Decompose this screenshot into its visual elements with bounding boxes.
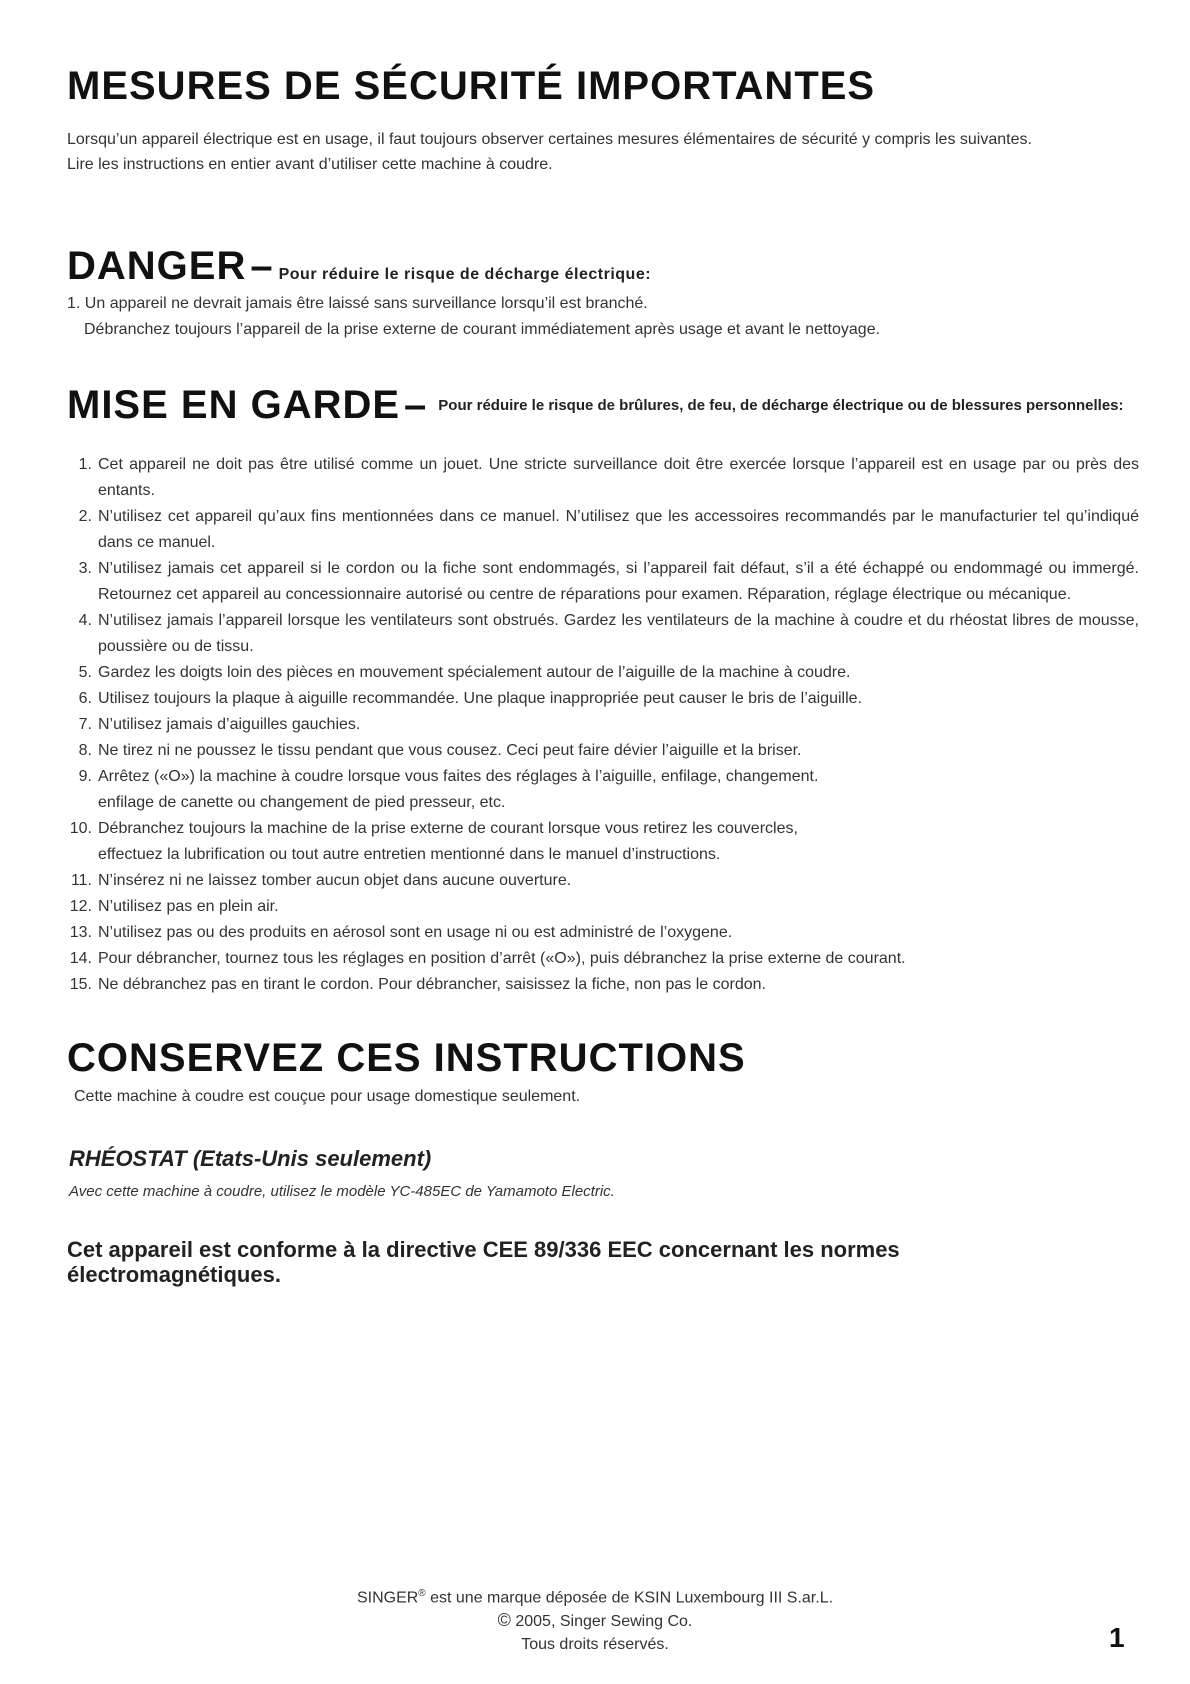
danger-heading xyxy=(67,244,651,289)
warning-subtitle: Pour réduire le risque de brûlures, de feu, de décharge électrique ou de blessures personnelles: xyxy=(438,397,1124,414)
list-item-line: Utilisez toujours la plaque à aiguille recommandée. Une plaque inappropriée peut causer le bris de l’aiguille. xyxy=(98,690,863,707)
list-item xyxy=(67,816,1139,868)
list-item xyxy=(67,972,1139,998)
warning-dash: – xyxy=(404,383,427,427)
list-item-number: 10. xyxy=(69,820,92,837)
danger-line: 1. Un appareil ne devrait jamais être laissé sans surveillance lorsqu’il est branché. xyxy=(67,295,648,312)
list-item-line: N’utilisez jamais d’aiguilles gauchies. xyxy=(98,716,361,733)
list-item-text xyxy=(98,660,1139,686)
list-item-number: 14. xyxy=(69,950,92,967)
list-item-text xyxy=(98,556,1139,608)
list-item-text xyxy=(98,946,1139,972)
list-item-number: 1. xyxy=(78,456,92,473)
list-item-number: 15. xyxy=(69,976,92,993)
list-item-text xyxy=(98,686,1139,712)
intro-paragraph: Lorsqu’un appareil électrique est en usage, il faut toujours observer certaines mesures élémentaires de sécurité y compris les suivantes. xyxy=(67,131,1032,148)
list-item xyxy=(67,894,1139,920)
list-item xyxy=(67,686,1139,712)
list-item-text xyxy=(98,920,1139,946)
list-item-text xyxy=(98,816,1139,868)
page-title: MESURES DE SÉCURITÉ IMPORTANTES xyxy=(67,64,876,108)
domestic-use-note: Cette machine à coudre est couçue pour usage domestique seulement. xyxy=(74,1088,581,1105)
brand-name: SINGER xyxy=(356,1589,419,1607)
danger-dash: – xyxy=(250,244,273,288)
rheostat-text: Avec cette machine à coudre, utilisez le modèle YC-485EC de Yamamoto Electric. xyxy=(69,1183,615,1200)
list-item xyxy=(67,738,1139,764)
list-item-number: 4. xyxy=(78,612,92,629)
list-item-number: 13. xyxy=(69,924,92,941)
list-item-text xyxy=(98,972,1139,998)
list-item-number: 8. xyxy=(78,742,92,759)
list-item xyxy=(67,946,1139,972)
list-item-number: 12. xyxy=(69,898,92,915)
list-item xyxy=(67,504,1139,556)
keep-instructions-title: CONSERVEZ CES INSTRUCTIONS xyxy=(67,1036,746,1080)
list-item-number: 2. xyxy=(78,508,92,525)
rheostat-title: RHÉOSTAT (Etats-Unis seulement) xyxy=(69,1146,432,1171)
list-item-number: 5. xyxy=(78,664,92,681)
list-item-number: 6. xyxy=(78,690,92,707)
list-item-text xyxy=(98,868,1139,894)
warning-heading xyxy=(67,383,1138,428)
conformity-statement: Cet appareil est conforme à la directive CEE 89/336 EEC concernant les normes électromagnétiques. xyxy=(67,1237,900,1287)
list-item-line: N’insérez ni ne laissez tomber aucun objet dans aucune ouverture. xyxy=(98,872,572,889)
trademark-text: est une marque déposée de KSIN Luxembourg III S.ar.L. xyxy=(425,1589,834,1607)
list-item-line: Ne débranchez pas en tirant le cordon. Pour débrancher, saisissez la fiche, non pas le cordon. xyxy=(98,976,766,993)
registered-mark: ® xyxy=(418,1588,426,1599)
list-item-text xyxy=(98,504,1139,556)
list-item-text xyxy=(98,894,1139,920)
safety-list xyxy=(67,452,1139,998)
list-item xyxy=(67,452,1139,504)
list-item-line: N’utilisez jamais cet appareil si le cordon ou la fiche sont endommagés, si l’appareil fait défaut, s’il a été échappé ou endommagé ou immergé. Retournez cet appareil au concessionnaire autorisé ou centre de réparations pour examen. Réparation, réglage électrique ou mécanique. xyxy=(98,560,1139,603)
list-item-number: 11. xyxy=(70,872,92,889)
danger-subtitle: Pour réduire le risque de décharge électrique: xyxy=(278,266,652,283)
list-item-text xyxy=(98,764,1139,816)
list-item-text xyxy=(98,608,1139,660)
list-item-line: effectuez la lubrification ou tout autre entretien mentionné dans le manuel d’instructions. xyxy=(98,846,721,863)
list-item xyxy=(67,712,1139,738)
copyright-line xyxy=(0,1609,1190,1633)
trademark-line xyxy=(0,1582,1190,1609)
list-item-text xyxy=(98,738,1139,764)
list-item-line: Cet appareil ne doit pas être utilisé comme un jouet. Une stricte surveillance doit être exercée lorsque l’appareil est en usage par ou près des entants. xyxy=(98,456,1139,499)
danger-word: DANGER xyxy=(67,244,247,288)
list-item xyxy=(67,868,1139,894)
list-item-line: N’utilisez jamais l’appareil lorsque les ventilateurs sont obstrués. Gardez les ventilateurs de la machine à coudre et du rhéostat libres de mousse, poussière ou de tissu. xyxy=(98,612,1139,655)
list-item-line: Gardez les doigts loin des pièces en mouvement spécialement autour de l’aiguille de la machine à coudre. xyxy=(98,664,851,681)
intro-section xyxy=(67,127,1137,177)
list-item-line: N’utilisez pas ou des produits en aérosol sont en usage ni ou est administré de l’oxygene. xyxy=(98,924,733,941)
list-item-number: 9. xyxy=(78,768,92,785)
danger-body xyxy=(67,291,1137,343)
list-item xyxy=(67,920,1139,946)
danger-line: Débranchez toujours l’appareil de la prise externe de courant immédiatement après usage et avant le nettoyage. xyxy=(84,321,881,338)
list-item xyxy=(67,556,1139,608)
list-item-line: Pour débrancher, tournez tous les réglages en position d’arrêt («O»), puis débranchez la prise externe de courant. xyxy=(98,950,906,967)
list-item-number: 3. xyxy=(78,560,92,577)
list-item-text xyxy=(98,452,1139,504)
copyright-text: 2005, Singer Sewing Co. xyxy=(510,1613,693,1631)
list-item-line: Ne tirez ni ne poussez le tissu pendant que vous cousez. Ceci peut faire dévier l’aiguille et la briser. xyxy=(98,742,802,759)
footer xyxy=(0,1582,1190,1656)
list-item-line: enfilage de canette ou changement de pied presseur, etc. xyxy=(98,794,506,811)
list-item xyxy=(67,764,1139,816)
list-item-line: Arrêtez («O») la machine à coudre lorsque vous faites des réglages à l’aiguille, enfilage, changement. xyxy=(98,768,819,785)
list-item-line: N’utilisez cet appareil qu’aux fins mentionnées dans ce manuel. N’utilisez que les accessoires recommandés par le manufacturier tel qu’indiqué dans ce manuel. xyxy=(98,508,1139,551)
rights-line: Tous droits réservés. xyxy=(521,1636,669,1654)
list-item-number: 7. xyxy=(78,716,92,733)
warning-word: MISE EN GARDE xyxy=(67,383,401,427)
list-item-line: N’utilisez pas en plein air. xyxy=(98,898,279,915)
list-item xyxy=(67,608,1139,660)
list-item xyxy=(67,660,1139,686)
list-item-text xyxy=(98,712,1139,738)
page-number: 1 xyxy=(1109,1622,1125,1653)
copyright-icon: © xyxy=(497,1610,511,1631)
intro-paragraph: Lire les instructions en entier avant d’utiliser cette machine à coudre. xyxy=(67,156,553,173)
list-item-line: Débranchez toujours la machine de la prise externe de courant lorsque vous retirez les couvercles, xyxy=(98,820,798,837)
